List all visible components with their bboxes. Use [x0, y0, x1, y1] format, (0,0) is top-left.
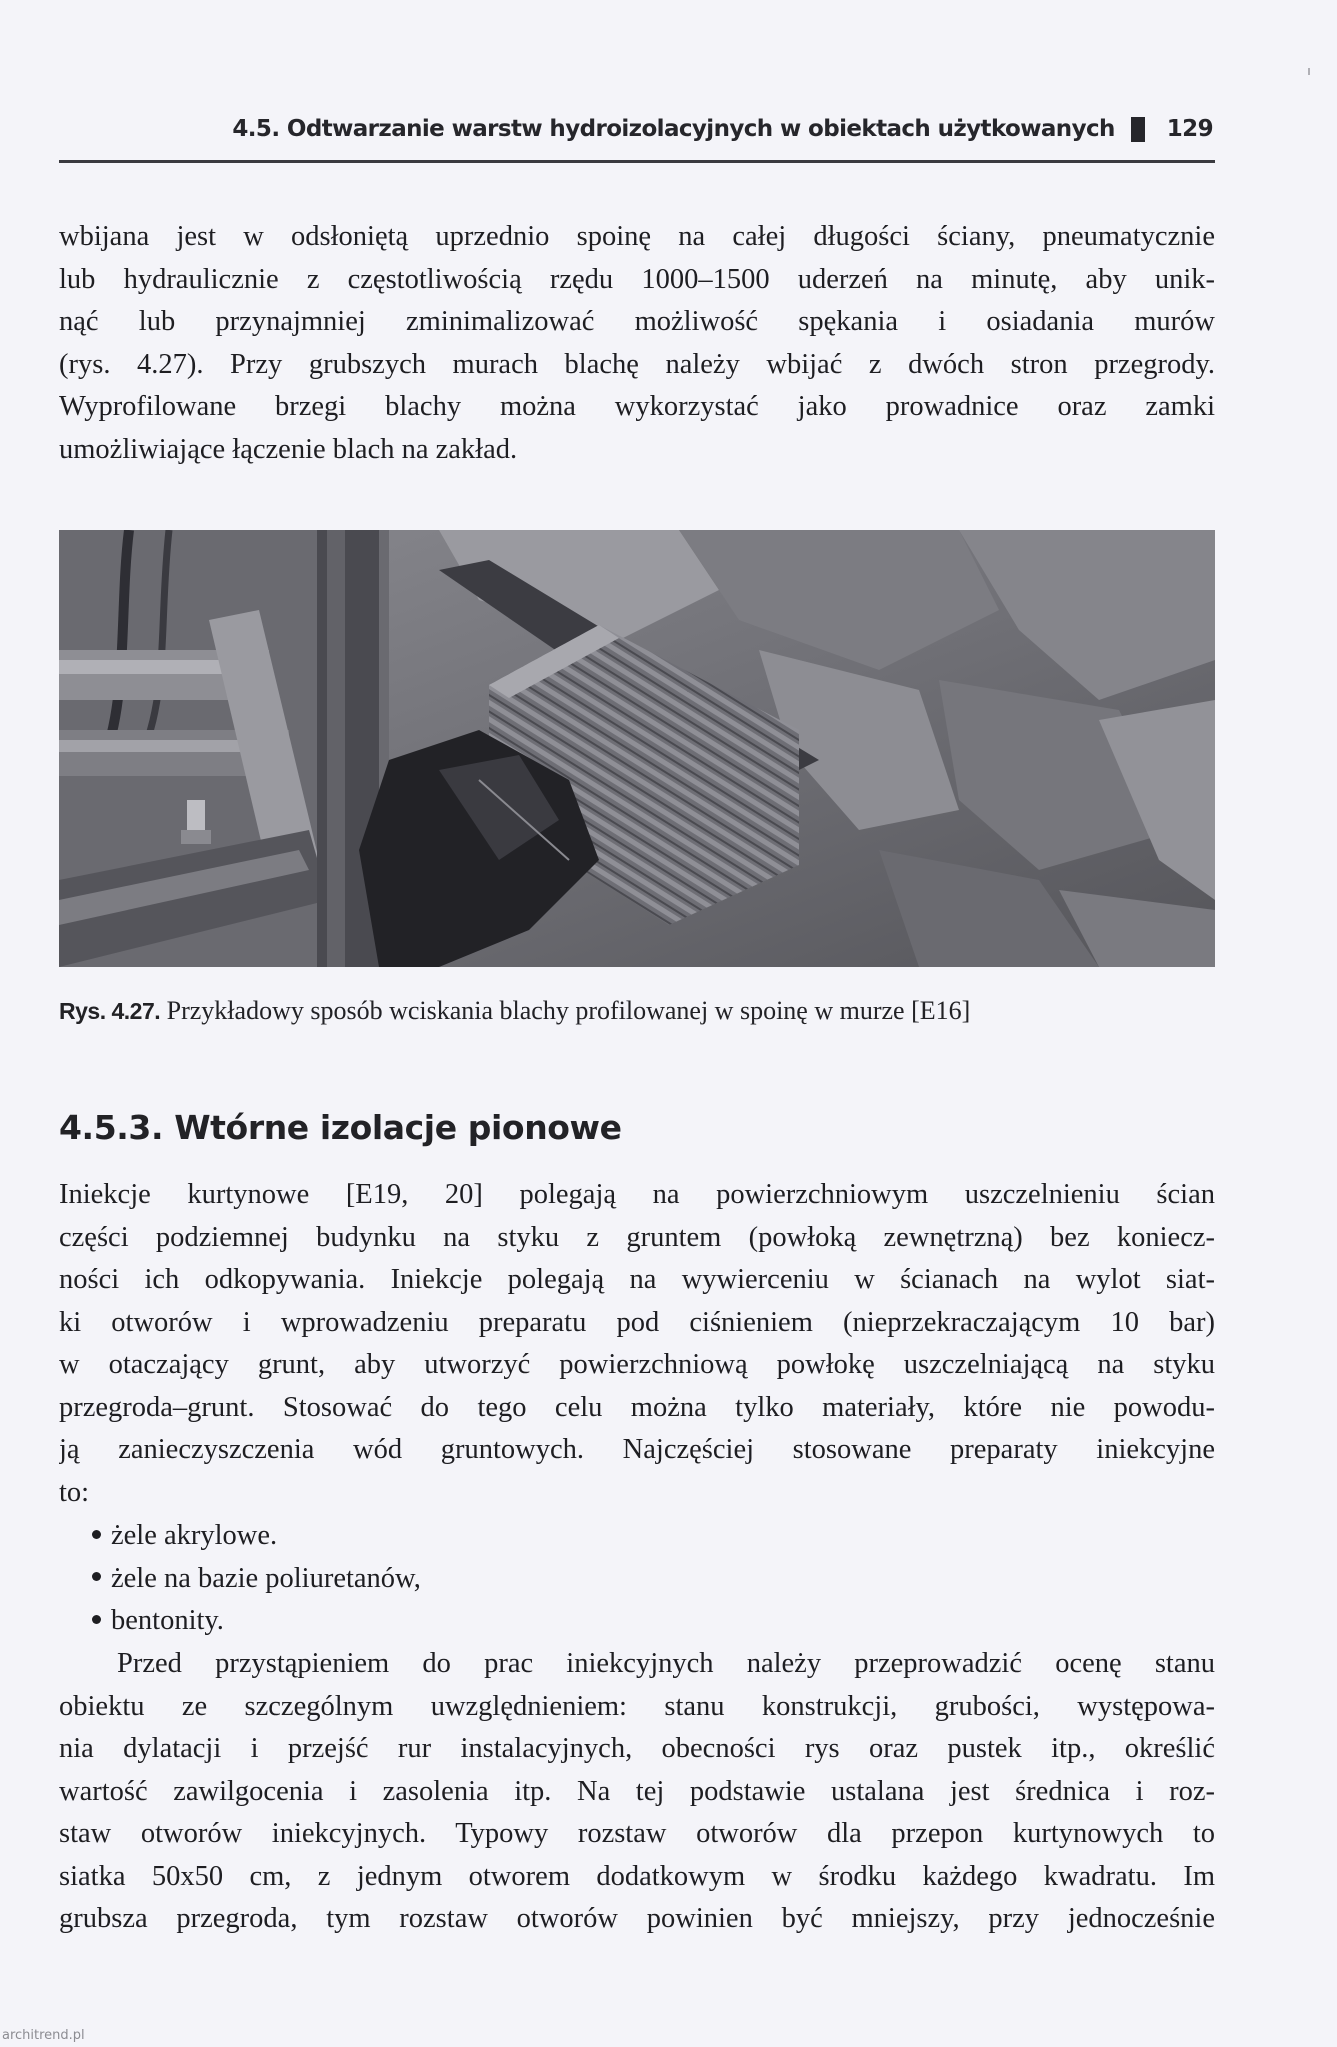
text-line: obiektu ze szczególnym uwzględnieniem: stanu konstrukcji, grubości, występowa- [59, 1690, 1215, 1722]
text-line: Przed przystąpieniem do prac iniekcyjnych należy przeprowadzić ocenę stanu [117, 1648, 1215, 1679]
list-item-text: żele na bazie poliuretanów, [111, 1562, 421, 1594]
paragraph-3 [59, 1643, 1215, 1941]
text-line: staw otworów iniekcyjnych. Typowy rozstaw otworów dla przepon kurtynowych to [59, 1818, 1215, 1849]
figure-label: Rys. 4.27. [59, 998, 161, 1024]
text-line: ności ich odkopywania. Iniekcje polegają na wywierceniu w ścianach na wylot siat- [59, 1264, 1215, 1295]
section-heading [59, 1108, 622, 1147]
list-item [92, 1558, 421, 1601]
text-line: w otaczający grunt, aby utworzyć powierzchniową powłokę uszczelniającą na styku [59, 1349, 1215, 1380]
text-line: lub hydraulicznie z częstotliwością rzędu 1000–1500 uderzeń na minutę, aby unik- [59, 263, 1215, 295]
figure-photo [59, 530, 1215, 967]
page-number: 129 [1166, 116, 1213, 142]
scan-speck [1308, 68, 1310, 75]
text-line: (rys. 4.27). Przy grubszych murach blachę należy wbijać z dwóch stron przegrody. [59, 348, 1215, 380]
text-line: Wyprofilowane brzegi blachy można wykorzystać jako prowadnice oraz zamki [59, 391, 1215, 422]
text-line: nia dylatacji i przejść rur instalacyjnych, obecności rys oraz pustek itp., określić [59, 1733, 1215, 1764]
section-number: 4.5.3. [59, 1108, 164, 1147]
list-item-text: żele akrylowe. [111, 1520, 278, 1551]
list-item-text: bentonity. [111, 1605, 224, 1636]
header-rule [59, 160, 1215, 163]
figure-caption-text: Przykładowy sposób wciskania blachy profilowanej w spoinę w murze [E16] [160, 996, 971, 1025]
text-line: wartość zawilgocenia i zasolenia itp. Na tej podstawie ustalana jest średnica i roz- [59, 1775, 1215, 1807]
paragraph-2 [59, 1174, 1215, 1514]
bullet-list [92, 1515, 421, 1643]
list-item [92, 1600, 421, 1643]
text-line: wbijana jest w odsłoniętą uprzednio spoinę na całej długości ściany, pneumatycznie [59, 221, 1215, 252]
text-line: ki otworów i wprowadzeniu preparatu pod ciśnieniem (nieprzekraczającym 10 bar) [59, 1306, 1215, 1338]
bullet-icon [92, 1572, 101, 1581]
text-line: grubsza przegroda, tym rozstaw otworów powinien być mniejszy, przy jednocześnie [59, 1903, 1215, 1934]
section-title: Wtórne izolacje pionowe [174, 1108, 622, 1147]
square-bullet-icon [1131, 117, 1145, 142]
bullet-icon [92, 1530, 101, 1539]
running-title: 4.5. Odtwarzanie warstw hydroizolacyjnych w obiektach użytkowanych [232, 116, 1115, 142]
text-line: Iniekcje kurtynowe [E19, 20] polegają na powierzchniowym uszczelnieniu ścian [59, 1179, 1215, 1210]
figure-caption [59, 996, 970, 1026]
bullet-icon [92, 1615, 101, 1624]
text-line: przegroda–grunt. Stosować do tego celu można tylko materiały, które nie powodu- [59, 1391, 1215, 1423]
text-line: nąć lub przynajmniej zminimalizować możliwość spękania i osiadania murów [59, 306, 1215, 337]
text-line: umożliwiające łączenie blach na zakład. [59, 433, 518, 465]
list-item [92, 1515, 421, 1558]
watermark: architrend.pl [2, 2028, 85, 2043]
text-line: to: [59, 1476, 90, 1508]
text-line: siatka 50x50 cm, z jednym otworem dodatkowym w środku każdego kwadratu. Im [59, 1860, 1215, 1892]
paragraph-1 [59, 216, 1215, 471]
text-line: części podziemnej budynku na styku z gruntem (powłoką zewnętrzną) bez koniecz- [59, 1221, 1215, 1253]
text-line: ją zanieczyszczenia wód gruntowych. Najczęściej stosowane preparaty iniekcyjne [59, 1434, 1215, 1465]
running-head [176, 109, 1213, 149]
